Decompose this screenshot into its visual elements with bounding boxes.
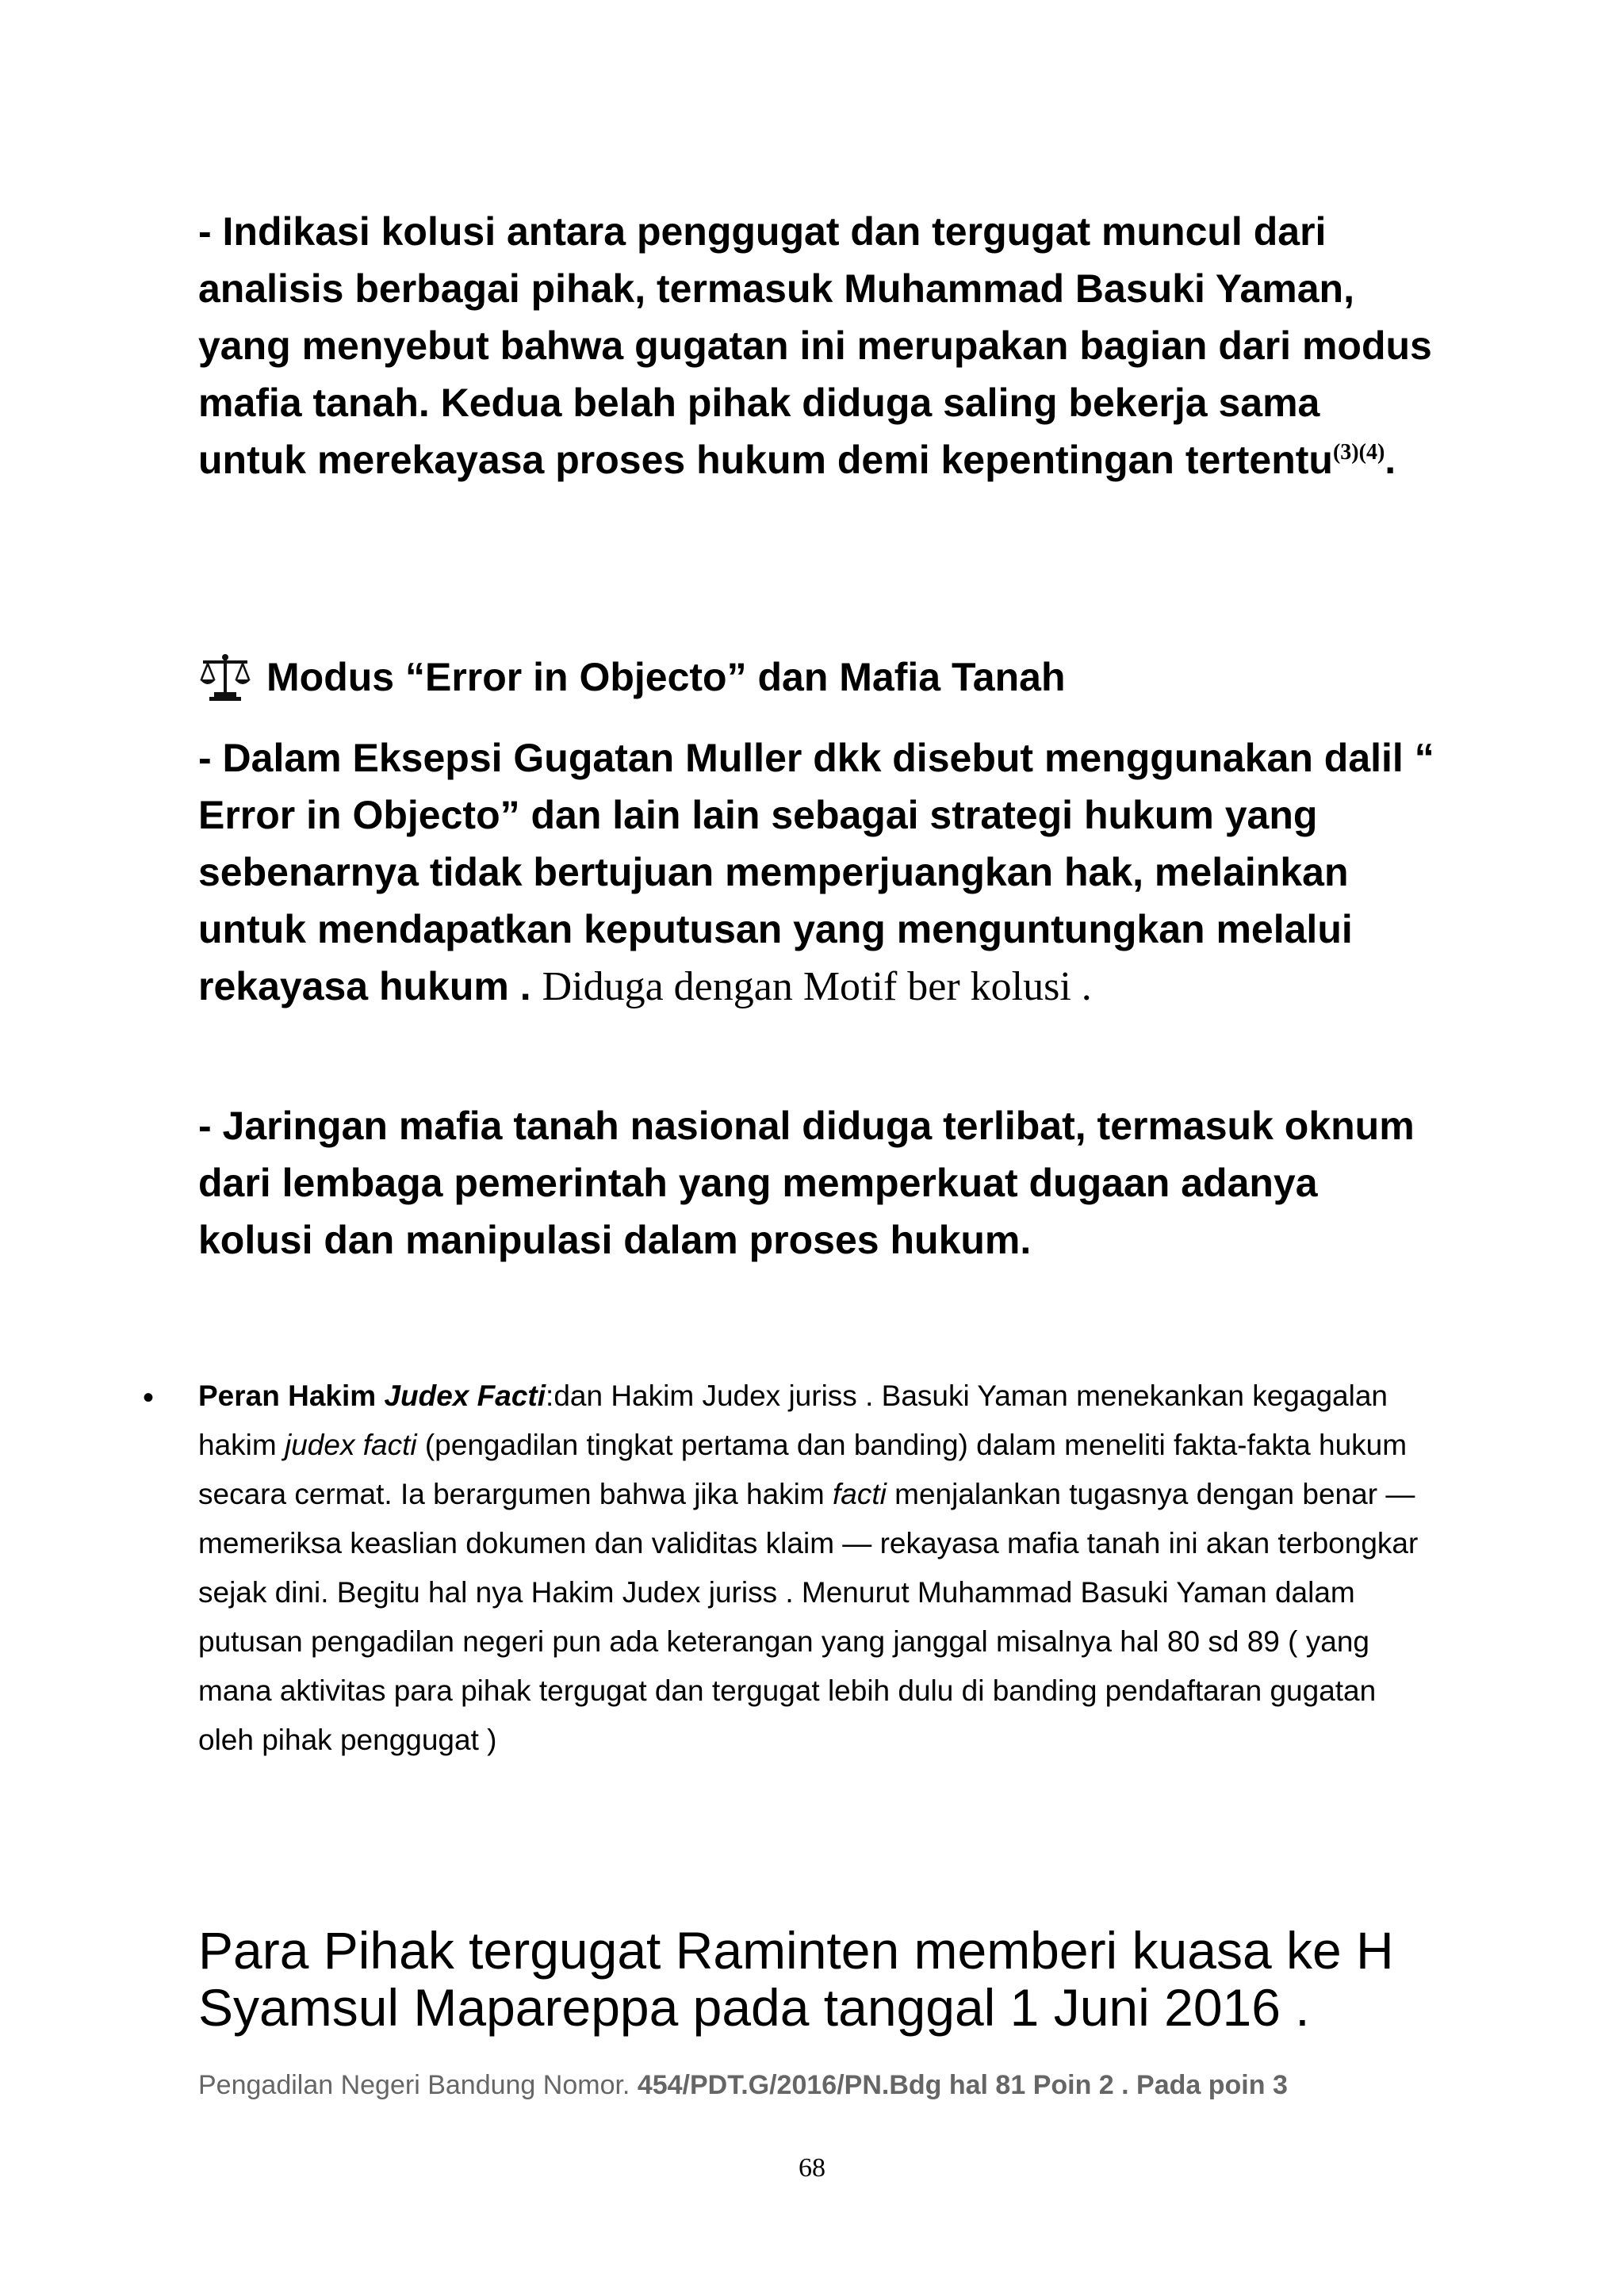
paragraph-land-mafia-network [198,1097,1435,1269]
section-heading-title: Modus “Error in Objecto” dan Mafia Tanah [266,655,1066,699]
section-heading [198,649,1435,706]
power-of-attorney-statement: Para Pihak tergugat Raminten memberi kuasa ke H Syamsul Mapareppa pada tanggal 1 Juni 2016 . [198,1921,1394,2037]
paragraph-error-in-objecto-tail: Diduga dengan Motif ber kolusi . [542,964,1092,1009]
court-source-reference [198,2068,1435,2103]
paragraph-collusion-text: - Indikasi kolusi antara penggugat dan tergugat muncul dari analisis berbagai pihak, termasuk Muhammad Basuki Yaman, yang menyebut bahwa gugatan ini merupakan bagian dari modus mafia tanah. Kedua belah pihak diduga saling bekerja sama untuk merekayasa proses hukum demi kepentingan tertentu [198,209,1432,482]
bullet-label [198,1380,546,1412]
source-case-number: 454/PDT.G/2016/PN.Bdg hal 81 Poin 2 . Pada poin 3 [637,2070,1288,2100]
bullet-label-suffix: : [546,1380,554,1412]
paragraph-land-mafia-network-text: - Jaringan mafia tanah nasional diduga terlibat, termasuk oknum dari lembaga pemerintah yang memperkuat dugaan adanya kolusi dan manipulasi dalam proses hukum. [198,1104,1415,1262]
paragraph-end: . [1385,438,1396,482]
bullet-italic-judex-facti: judex facti [284,1429,417,1461]
balance-scale-icon [198,652,252,702]
paragraph-error-in-objecto [198,729,1435,1016]
bullet-label-italic: Judex Facti [384,1380,546,1412]
bullet-label-prefix: Peran Hakim [198,1380,385,1412]
bullet-marker: • [143,1380,155,1415]
bullet-text-part3: menjalankan tugasnya dengan benar — memeriksa keaslian dokumen dan validitas klaim — rekayasa mafia tanah ini akan terbongkar sejak dini. Begitu hal nya Hakim Judex juriss . Menurut Muhammad Basuki Yaman dalam putusan pengadilan negeri pun ada keterangan yang janggal misalnya hal 80 sd 89 ( yang mana aktivitas para pihak tergugat dan tergugat lebih dulu di banding pendaftaran gugatan oleh pihak penggugat ) [198,1478,1419,1756]
page-number: 68 [799,2153,825,2183]
paragraph-error-in-objecto-text: - Dalam Eksepsi Gugatan Muller dkk disebut menggunakan dalil “ Error in Objecto” dan lain lain sebagai strategi hukum yang sebenarnya tidak bertujuan memperjuangkan hak, melainkan untuk mendapatkan keputusan yang menguntungkan melalui rekayasa hukum . [198,736,1434,1008]
bullet-judex-facti [198,1372,1435,1765]
bullet-italic-facti: facti [832,1478,887,1510]
bullet-text-part2: (pengadilan tingkat pertama dan banding) dalam meneliti fakta-fakta hukum secara cermat. Ia berargumen bahwa jika hakim [198,1429,1408,1510]
source-prefix: Pengadilan Negeri Bandung Nomor. [198,2070,638,2100]
footnote-reference: (3)(4) [1332,440,1385,465]
bullet-text-part1: dan Hakim Judex juriss . Basuki Yaman menekankan kegagalan hakim [198,1380,1388,1461]
paragraph-collusion-indication [198,203,1435,488]
